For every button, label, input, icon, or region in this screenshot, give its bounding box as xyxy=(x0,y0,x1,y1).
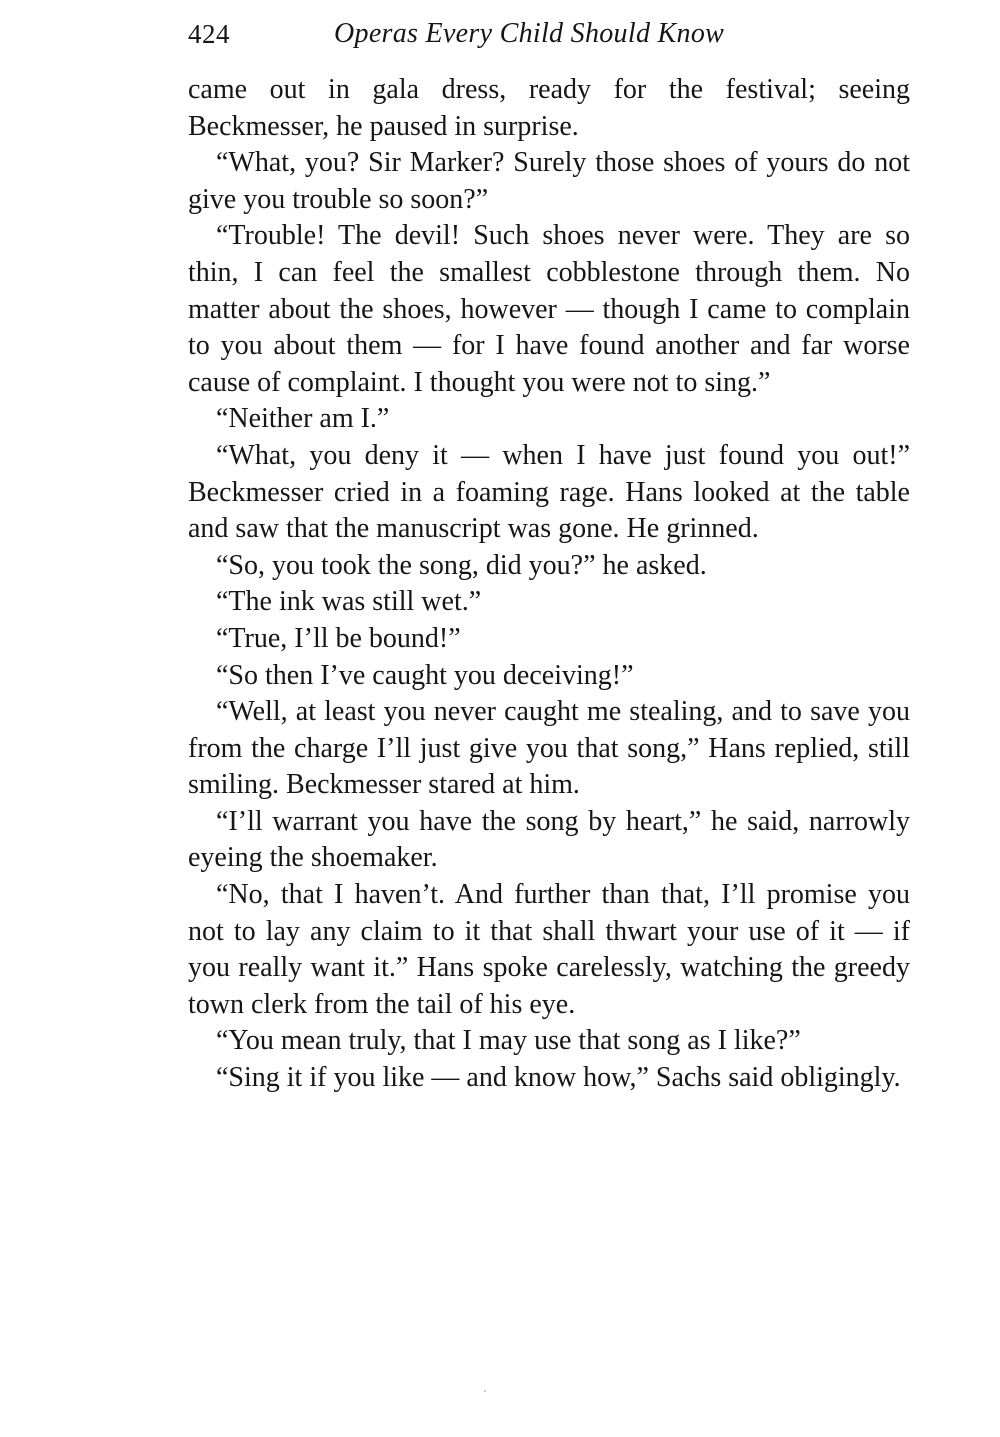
paragraph: “Trouble! The devil! Such shoes never were. They are so thin, I can feel the smallest cobblestone through them. No matter about the shoes, however — though I came to complain to you about them — for I have found another and far worse cause of complaint. I thought you were not to sing.” xyxy=(188,220,910,398)
paragraph: “Well, at least you never caught me stealing, and to save you from the charge I’ll just give you that song,” Hans replied, still smiling. Beckmesser stared at him. xyxy=(188,696,910,801)
paragraph: “True, I’ll be bound!” xyxy=(216,622,461,654)
paragraph: “So, you took the song, did you?” he asked. xyxy=(216,549,707,581)
page-body xyxy=(188,72,910,1097)
page-number: 424 xyxy=(188,19,230,49)
paragraph: “You mean truly, that I may use that song as I like?” xyxy=(216,1025,801,1057)
paragraph: “What, you deny it — when I have just found you out!” Beckmesser cried in a foaming rage. Hans looked at the table and saw that the manuscript was gone. He grinned. xyxy=(188,439,910,545)
paragraph: “So then I’ve caught you deceiving!” xyxy=(216,659,634,691)
page-header xyxy=(188,14,910,54)
paragraph: “Neither am I.” xyxy=(216,403,390,435)
running-title: Operas Every Child Should Know xyxy=(334,18,725,49)
scan-speck xyxy=(484,1390,486,1392)
paragraph: “No, that I haven’t. And further than that, I’ll promise you not to lay any claim to it that shall thwart your use of it — if you really want it.” Hans spoke carelessly, watching the greedy town clerk from the tail of his eye. xyxy=(188,879,910,1020)
paragraph: “I’ll warrant you have the song by heart,” he said, narrowly eyeing the shoemaker. xyxy=(188,805,910,874)
paragraph: “Sing it if you like — and know how,” Sachs said obligingly. xyxy=(216,1062,901,1094)
paragraph: came out in gala dress, ready for the festival; seeing Beckmesser, he paused in surprise. xyxy=(188,74,910,142)
paragraph: “What, you? Sir Marker? Surely those shoes of yours do not give you trouble so soon?” xyxy=(188,147,910,215)
paragraph: “The ink was still wet.” xyxy=(216,586,482,618)
